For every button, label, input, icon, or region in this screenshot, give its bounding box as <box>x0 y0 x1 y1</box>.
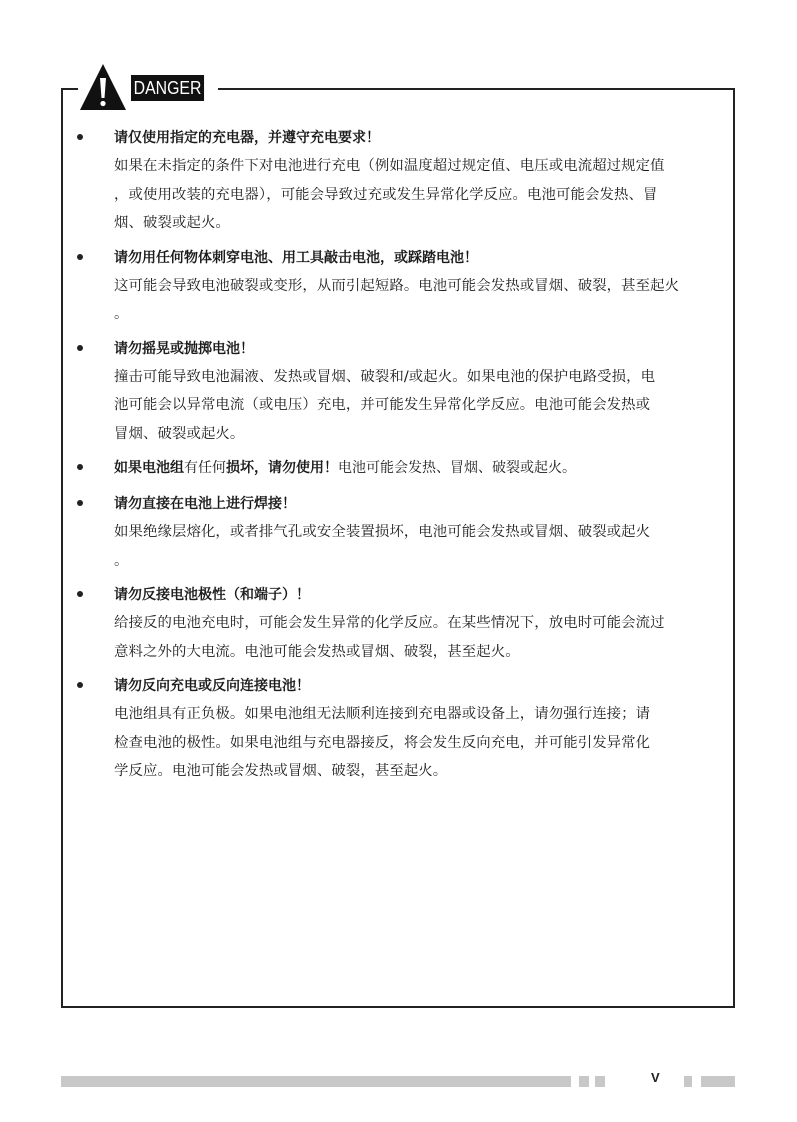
list-item <box>77 244 737 335</box>
body-line: 给接反的电池充电时，可能会发生异常的化学反应。在某些情况下，放电时可能会流过 <box>114 615 665 631</box>
item-heading: 请勿摇晃或抛掷电池！ <box>114 340 254 357</box>
item-body <box>114 609 737 672</box>
body-line: 如果在未指定的条件下对电池进行充电（例如温度超过规定值、电压或电流超过规定值 <box>114 158 665 174</box>
footer-bar-block <box>595 1076 605 1087</box>
list-item <box>77 124 737 244</box>
item-body <box>114 152 737 244</box>
body-line: 电池组具有正负极。如果电池组无法顺利连接到充电器或设备上，请勿强行连接；请 <box>114 706 651 722</box>
body-line: 池可能会以异常电流（或电压）充电，并可能发生异常化学反应。电池可能会发热或 <box>114 397 651 413</box>
warning-triangle-icon <box>78 62 128 112</box>
footer-bar-block <box>579 1076 589 1087</box>
heading-part: 电池可能会发热、冒烟、破裂或起火。 <box>338 460 576 476</box>
bullet-icon <box>77 682 83 688</box>
body-line: 学反应。电池可能会发热或冒烟、破裂，甚至起火。 <box>114 763 448 779</box>
page-number: V <box>651 1070 660 1085</box>
danger-badge <box>78 62 218 112</box>
body-line: 。 <box>114 306 129 322</box>
bullet-icon <box>77 254 83 260</box>
list-item <box>77 335 737 455</box>
heading-part: 如果电池组 <box>114 460 184 476</box>
item-heading: 请勿反向充电或反向连接电池！ <box>114 678 310 694</box>
item-body <box>114 700 737 792</box>
body-line: 冒烟、破裂或起火。 <box>114 425 245 442</box>
item-heading: 请勿反接电池极性（和端子）！ <box>114 587 310 603</box>
footer-bar-left <box>61 1076 571 1087</box>
item-body <box>114 272 737 335</box>
bullet-icon <box>77 591 83 597</box>
body-line: 烟、破裂或起火。 <box>114 215 230 231</box>
body-line: 这可能会导致电池破裂或变形，从而引起短路。电池可能会发热或冒烟、破裂，甚至起火 <box>114 277 680 294</box>
bullet-icon <box>77 134 83 140</box>
bullet-icon <box>77 464 83 470</box>
item-heading: 请仅使用指定的充电器，并遵守充电要求！ <box>114 130 380 146</box>
list-item <box>77 490 737 581</box>
list-item <box>77 454 737 490</box>
body-line: 意料之外的大电流。电池可能会发热或冒烟、破裂，甚至起火。 <box>114 643 520 660</box>
body-line: 如果绝缘层熔化，或者排气孔或安全装置损坏，电池可能会发热或冒烟、破裂或起火 <box>114 524 651 540</box>
item-body <box>114 518 737 581</box>
body-line: 。 <box>114 552 129 569</box>
item-heading <box>114 454 737 484</box>
item-body <box>114 363 737 455</box>
body-line: 检查电池的极性。如果电池组与充电器接反，将会发生反向充电，并可能引发异常化 <box>114 734 651 751</box>
item-heading: 请勿直接在电池上进行焊接！ <box>114 496 296 512</box>
list-item <box>77 581 737 672</box>
footer-bar-block <box>684 1076 692 1087</box>
heading-part: 有任何 <box>184 460 226 476</box>
heading-part: 损坏，请勿使用！ <box>226 460 338 476</box>
danger-label: DANGER <box>131 75 204 101</box>
body-line: ，或使用改装的充电器），可能会导致过充或发生异常化学反应。电池可能会发热、冒 <box>114 186 658 203</box>
list-item <box>77 672 737 792</box>
bullet-icon <box>77 500 83 506</box>
body-line: 撞击可能导致电池漏液、发热或冒烟、破裂和/或起火。如果电池的保护电路受损，电 <box>114 368 656 385</box>
footer-bar-right <box>701 1076 735 1087</box>
item-heading: 请勿用任何物体刺穿电池、用工具敲击电池，或踩踏电池！ <box>114 249 478 266</box>
bullet-icon <box>77 345 83 351</box>
warning-list <box>77 124 737 792</box>
